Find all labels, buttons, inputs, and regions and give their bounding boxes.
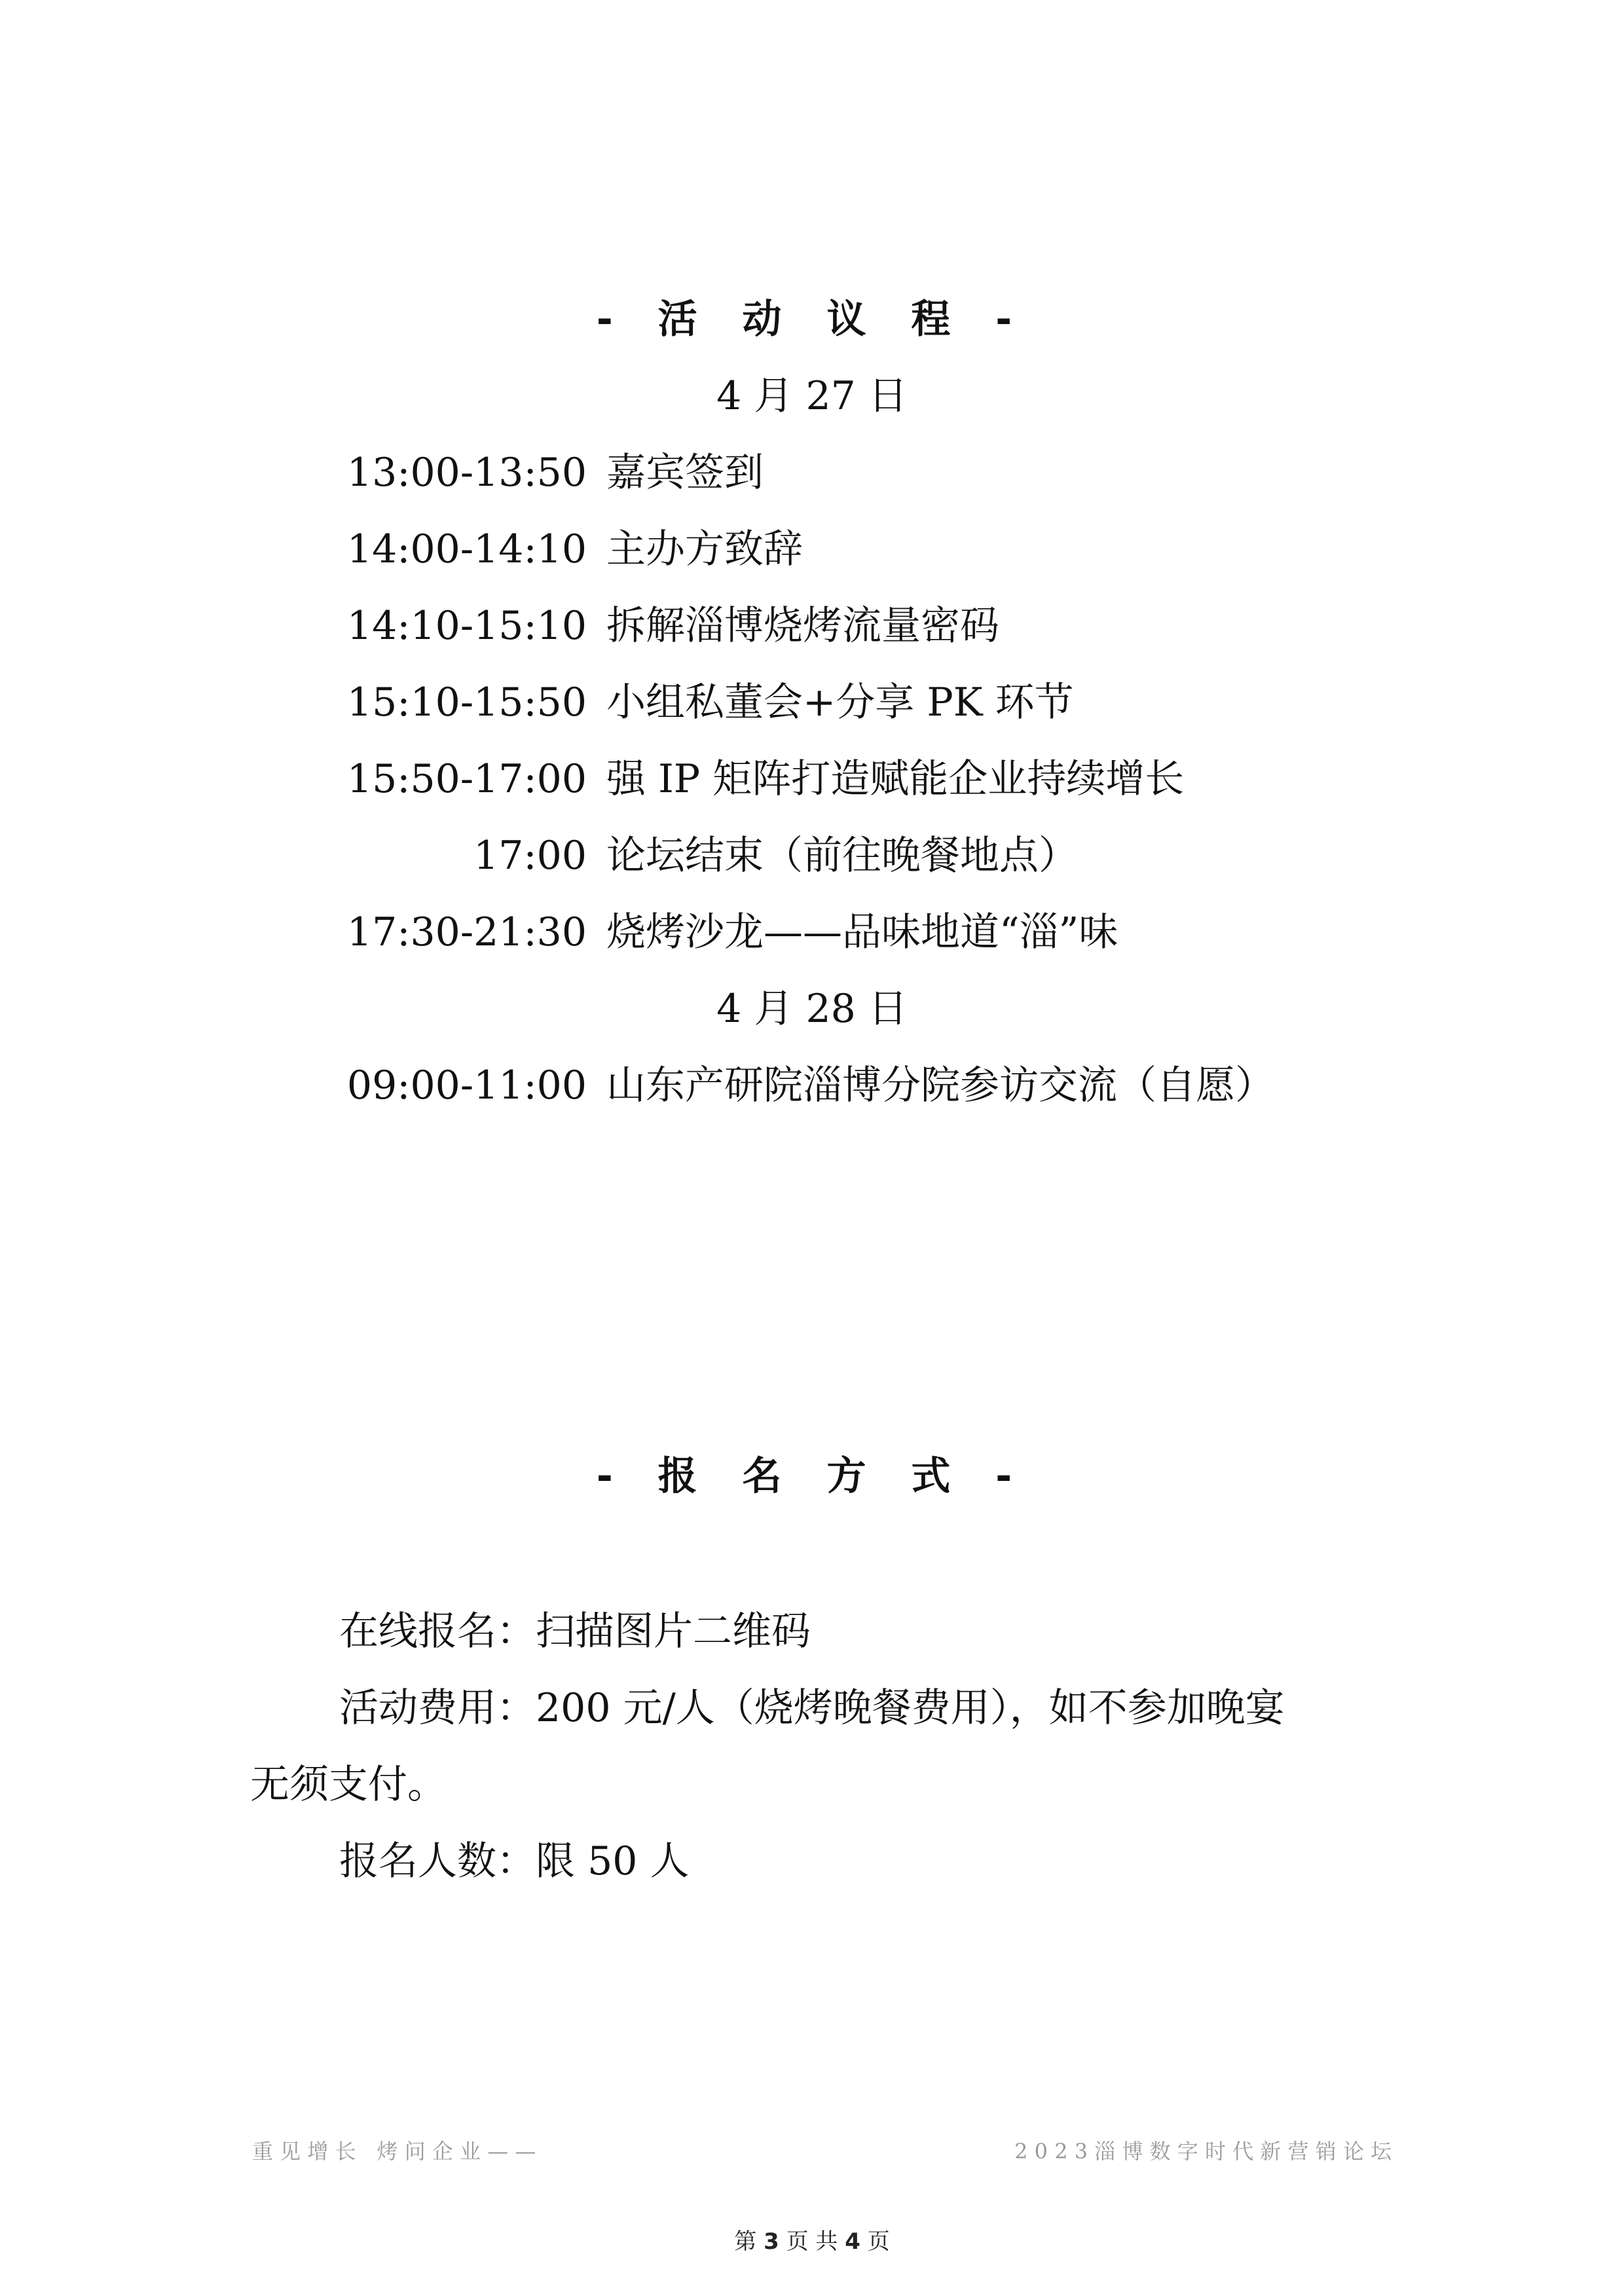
footer-slogan-right: 2 0 2 3 淄 博 数 字 时 代 新 营 销 论 坛 xyxy=(1014,2139,1392,2164)
agenda-time: 17:30-21:30 xyxy=(346,909,587,955)
registration-online: 在线报名：扫描图片二维码 xyxy=(339,1609,811,1654)
agenda-time: 15:10-15:50 xyxy=(346,680,587,725)
day2-date: 4 月 28 日 xyxy=(716,986,908,1032)
agenda-time: 15:50-17:00 xyxy=(346,756,587,802)
agenda-event: 小组私董会+分享 PK 环节 xyxy=(606,680,1074,725)
registration-title: - 报 名 方 式 - xyxy=(596,1453,1028,1499)
agenda-row xyxy=(0,829,1078,882)
agenda-event: 烧烤沙龙——品味地道“淄”味 xyxy=(606,909,1118,955)
agenda-event: 强 IP 矩阵打造赋能企业持续增长 xyxy=(606,756,1185,802)
agenda-time: 09:00-11:00 xyxy=(346,1063,587,1108)
agenda-row xyxy=(0,446,764,499)
agenda-row xyxy=(0,1059,1274,1112)
registration-count: 报名人数：限 50 人 xyxy=(339,1838,690,1884)
agenda-time: 13:00-13:50 xyxy=(346,450,587,496)
agenda-event: 嘉宾签到 xyxy=(606,450,764,496)
agenda-time: 14:10-15:10 xyxy=(346,603,587,649)
agenda-title: - 活 动 议 程 - xyxy=(596,297,1028,342)
agenda-row xyxy=(0,906,1118,958)
footer-slogan xyxy=(252,2136,1392,2167)
agenda-event: 山东产研院淄博分院参访交流（自愿） xyxy=(606,1063,1274,1108)
agenda-time: 14:00-14:10 xyxy=(346,526,587,572)
day1-date: 4 月 27 日 xyxy=(716,373,908,419)
agenda-row xyxy=(0,600,999,652)
registration-fee: 活动费用：200 元/人（烧烤晚餐费用），如不参加晚宴 xyxy=(339,1685,1285,1731)
agenda-row xyxy=(0,676,1074,729)
agenda-row xyxy=(0,523,803,575)
total-pages: 4 xyxy=(845,2229,860,2255)
agenda-event: 论坛结束（前往晚餐地点） xyxy=(606,833,1078,879)
agenda-row xyxy=(0,753,1184,805)
agenda-event: 拆解淄博烧烤流量密码 xyxy=(606,603,999,649)
agenda-time: 17:00 xyxy=(473,833,587,879)
registration-fee-continued: 无须支付。 xyxy=(250,1762,447,1808)
page-number: 第 3 页 共 4 页 xyxy=(734,2229,890,2255)
footer-slogan-left: 重 见 增 长 烤 问 企 业 — — xyxy=(252,2139,536,2164)
current-page: 3 xyxy=(764,2229,779,2255)
agenda-event: 主办方致辞 xyxy=(606,526,803,572)
